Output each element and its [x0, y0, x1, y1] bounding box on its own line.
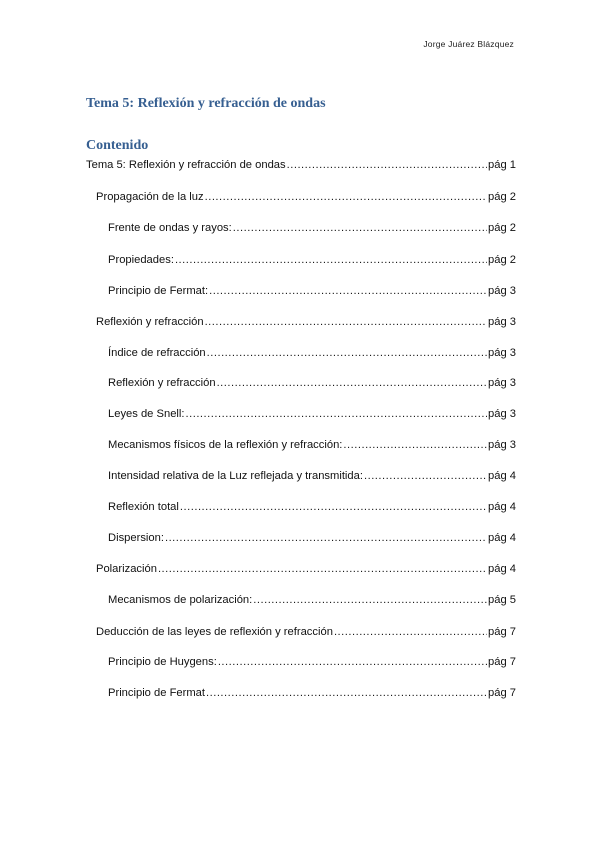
toc-entry[interactable] — [108, 346, 516, 360]
toc-leader-dots — [175, 253, 487, 267]
toc-entry-label: Índice de refracción — [108, 347, 206, 359]
toc-entry-label: Principio de Huygens: — [108, 656, 217, 668]
toc-entry[interactable] — [96, 625, 516, 639]
toc-entry[interactable] — [108, 253, 516, 267]
toc-leader-dots — [217, 376, 487, 390]
toc-entry-label: Deducción de las leyes de reflexión y refracción — [96, 626, 333, 638]
toc-entry[interactable] — [108, 221, 516, 235]
toc-entry-page: pág 2 — [488, 222, 516, 234]
toc-entry[interactable] — [108, 531, 516, 545]
toc-entry-page: pág 3 — [488, 316, 516, 328]
toc-leader-dots — [205, 315, 487, 329]
toc-leader-dots — [364, 469, 487, 483]
toc-entry-label: Principio de Fermat — [108, 687, 205, 699]
toc-entry-label: Tema 5: Reflexión y refracción de ondas — [86, 159, 286, 171]
toc-entry-page: pág 2 — [488, 191, 516, 203]
toc-leader-dots — [186, 407, 488, 421]
toc-entry[interactable] — [108, 438, 516, 452]
toc-leader-dots — [180, 500, 487, 514]
toc-entry[interactable] — [108, 469, 516, 483]
toc-entry-page: pág 4 — [488, 532, 516, 544]
toc-entry-page: pág 7 — [488, 626, 516, 638]
toc-entry-label: Reflexión total — [108, 501, 179, 513]
toc-entry-label: Reflexión y refracción — [96, 316, 204, 328]
toc-entry-page: pág 3 — [488, 408, 516, 420]
toc-leader-dots — [158, 562, 487, 576]
toc-entry[interactable] — [108, 686, 516, 700]
toc-leader-dots — [253, 593, 487, 607]
toc-entry-page: pág 3 — [488, 347, 516, 359]
toc-leader-dots — [165, 531, 487, 545]
toc-entry-label: Mecanismos físicos de la reflexión y refracción: — [108, 439, 343, 451]
toc-entry[interactable] — [108, 500, 516, 514]
toc-entry-page: pág 4 — [488, 501, 516, 513]
toc-entry-label: Propiedades: — [108, 254, 174, 266]
toc-entry-page: pág 3 — [488, 439, 516, 451]
toc-entry-page: pág 3 — [488, 377, 516, 389]
toc-entry[interactable] — [108, 655, 516, 669]
toc-entry-page: pág 3 — [488, 285, 516, 297]
toc-entry[interactable] — [108, 284, 516, 298]
toc-entry-label: Dispersion: — [108, 532, 164, 544]
toc-leader-dots — [205, 190, 487, 204]
toc-entry-label: Intensidad relativa de la Luz reflejada y transmitida: — [108, 470, 363, 482]
toc-entry[interactable] — [108, 407, 516, 421]
toc-entry-page: pág 1 — [488, 159, 516, 171]
toc-entry-label: Leyes de Snell: — [108, 408, 185, 420]
toc-entry[interactable] — [96, 190, 516, 204]
toc-entry-label: Principio de Fermat: — [108, 285, 209, 297]
toc-entry[interactable] — [96, 562, 516, 576]
toc-leader-dots — [209, 284, 487, 298]
toc-entry-page: pág 2 — [488, 254, 516, 266]
toc-leader-dots — [343, 438, 487, 452]
toc-heading: Contenido — [86, 138, 149, 153]
toc-entry[interactable] — [108, 376, 516, 390]
toc-entry-label: Propagación de la luz — [96, 191, 204, 203]
toc-entry[interactable] — [108, 593, 516, 607]
toc-leader-dots — [207, 346, 487, 360]
toc-leader-dots — [233, 221, 487, 235]
toc-entry-page: pág 7 — [488, 687, 516, 699]
header-author: Jorge Juárez Blázquez — [423, 39, 514, 49]
toc-entry-page: pág 4 — [488, 563, 516, 575]
toc-entry-label: Reflexión y refracción — [108, 377, 216, 389]
toc-entry-page: pág 5 — [488, 594, 516, 606]
toc-leader-dots — [287, 158, 487, 172]
toc-entry-label: Frente de ondas y rayos: — [108, 222, 232, 234]
toc-entry-label: Mecanismos de polarización: — [108, 594, 253, 606]
document-title: Tema 5: Reflexión y refracción de ondas — [86, 96, 326, 111]
toc-leader-dots — [218, 655, 487, 669]
toc-leader-dots — [206, 686, 487, 700]
toc-leader-dots — [334, 625, 487, 639]
toc-entry-page: pág 4 — [488, 470, 516, 482]
toc-entry-label: Polarización — [96, 563, 157, 575]
toc-entry-page: pág 7 — [488, 656, 516, 668]
toc-entry[interactable] — [96, 315, 516, 329]
toc-entry[interactable] — [86, 158, 516, 172]
